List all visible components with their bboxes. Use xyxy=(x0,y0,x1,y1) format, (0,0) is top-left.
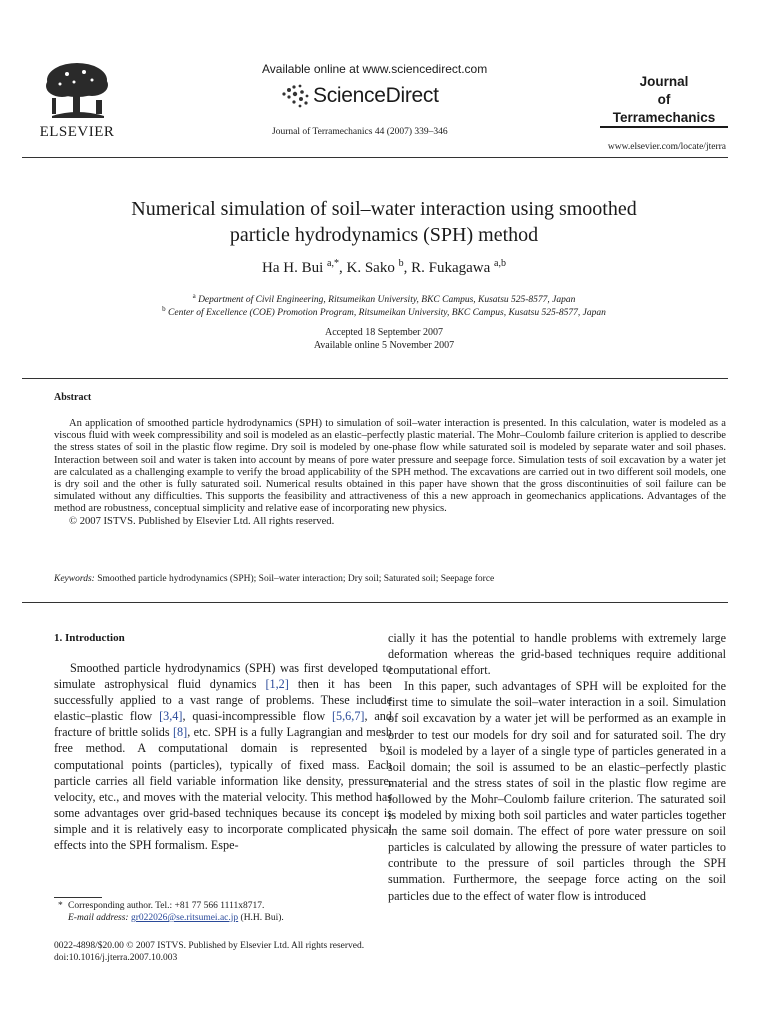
sciencedirect-wordmark: ScienceDirect xyxy=(313,84,439,107)
article-title xyxy=(30,196,738,248)
text-run: , quasi-incompressible flow xyxy=(182,709,332,724)
paragraph xyxy=(54,660,392,853)
footnote-divider xyxy=(54,897,102,898)
text-run: , and fracture of brittle solids xyxy=(54,709,392,740)
title-line: particle hydrodynamics (SPH) method xyxy=(229,224,539,246)
text-run: , etc. SPH is a fully Lagrangian and mesh free method. A computational domain is represented by computational points (particles), typically of fixed mass. Each particle carries all field variable information like density, pressure, velocity, etc., and moves with the material velocity. This method has some advantages over grid-based techniques because its concept is simple and it is relatively easy to incorporate complicated physical effects into the SPH formalism. Espe- xyxy=(54,725,393,853)
citation-link[interactable]: [3,4] xyxy=(159,709,183,724)
affiliation-mark: a xyxy=(192,292,196,300)
body-column-left xyxy=(54,660,392,853)
keywords xyxy=(54,574,726,584)
keywords-list: Smoothed particle hydrodynamics (SPH); Soil–water interaction; Dry soil; Saturated soil; Seepage force xyxy=(97,574,495,584)
email-link[interactable]: gr022026@se.ritsumei.ac.jp xyxy=(130,913,239,923)
author-affiliation-mark: a,b xyxy=(494,258,506,269)
section-heading: 1. Introduction xyxy=(54,632,125,644)
keywords-label: Keywords: xyxy=(54,574,95,584)
author-list: Ha H. Bui $^{a,*}$, K. Sako $^b$, R. Fukagawa $^{a,b}$ xyxy=(262,258,506,276)
abstract-body xyxy=(54,418,726,528)
paragraph: In this paper, such advantages of SPH will be exploited for the first time to simulate the soil–water interaction in a soil. Simulation of soil excavation by a water jet will be performed as an example in order to test our models for dry soil and for saturated soil. The dry soil is modeled by a layer of a single type of particles generated in a soil domain; the soil is assumed to be an elastic–perfectly plastic material and the stress states of soil in the plastic flow regime are followed by the Mohr–Coulomb failure criterion. The saturated soil is modeled by mixing both soil particles and water particles together in the same soil domain. The effect of pore water pressure on soil particles is calculated by allowing the pressure of water particles to contribute to the pressure of soil particles through the SPH summation. Furthermore, the seepage force acting on the soil particles due to the effect of water flow is introduced xyxy=(388,679,726,903)
journal-name-line: Terramechanics xyxy=(612,110,716,125)
author-affiliation-mark: a,* xyxy=(327,258,339,269)
author-name[interactable]: Ha H. Bui xyxy=(262,260,324,276)
journal-name-line: of xyxy=(657,92,671,107)
title-line: Numerical simulation of soil–water interaction using smoothed xyxy=(131,198,637,220)
email-suffix: (H.H. Bui). xyxy=(238,913,284,923)
abstract-divider-bottom xyxy=(22,602,728,603)
affiliation-text: Department of Civil Engineering, Ritsumeikan University, BKC Campus, Kusatsu 525-8577, Japan xyxy=(198,295,576,306)
issn-copyright: 0022-4898/$20.00 © 2007 ISTVS. Published by Elsevier Ltd. All rights reserved. xyxy=(54,941,365,951)
journal-name-box xyxy=(600,60,728,128)
abstract-heading: Abstract xyxy=(54,392,92,403)
abstract-copyright: © 2007 ISTVS. Published by Elsevier Ltd. All rights reserved. xyxy=(69,515,335,527)
author-name[interactable]: K. Sako xyxy=(346,260,395,276)
affiliation xyxy=(30,292,738,305)
publisher-name: ELSEVIER xyxy=(39,124,115,140)
citation-link[interactable]: [1,2] xyxy=(265,677,289,692)
author-affiliation-mark: b xyxy=(398,258,404,269)
affiliation xyxy=(30,305,738,318)
accepted-date: Accepted 18 September 2007 xyxy=(324,327,444,338)
abstract-divider-top xyxy=(22,378,728,379)
available-date: Available online 5 November 2007 xyxy=(313,340,455,351)
journal-name-line: Journal xyxy=(639,74,689,89)
article-dates xyxy=(30,326,738,352)
footnote-marker: * xyxy=(58,901,63,911)
text-run: Smoothed particle hydrodynamics (SPH) was first developed to simulate astrophysical fluid dynamics xyxy=(54,661,392,692)
doi[interactable]: doi:10.1016/j.jterra.2007.10.003 xyxy=(54,953,178,963)
available-online-text[interactable]: Available online at www.sciencedirect.com xyxy=(262,62,488,76)
abstract-text: An application of smoothed particle hydrodynamics (SPH) to simulation of soil–water interaction is presented. In this calculation, water is modeled as a viscous fluid with week compressibility and soil is modeled as an elastic–perfectly plastic material. The Mohr–Coulomb failure criterion is applied to describe the stress states of soil in the plastic flow regime. Dry soil is modeled by one-phase flow while saturated soil is modeled by separate water and soil phases. Interaction between soil and water is taken into account by means of pore water pressure and seepage force. Simulation tests of soil excavation by a water jet are calculated as a challenging example to verify the broad applicability of the SPH method. The excavations are carried out in two different soil models, one is dry soil and the other is fully saturated soil. Numerical results obtained in this paper have shown that the gross discontinuities of soil failure can be simulated without any difficulties. This supports the feasibility and attractiveness of this a new approach in geomechanics applications. Advantages of the method are robustness, conceptual simplicity and relative ease of incorporating new physics. xyxy=(54,418,726,515)
email-label: E-mail address: xyxy=(68,913,129,923)
journal-reference: Journal of Terramechanics 44 (2007) 339–346 xyxy=(272,127,448,137)
header-divider xyxy=(22,157,728,158)
footnote xyxy=(54,900,392,924)
citation-link[interactable]: [5,6,7] xyxy=(331,709,365,724)
text-run: then it has been successfully applied to a vast range of problems. These include elastic–plastic flow xyxy=(54,677,392,724)
affiliation-text: Center of Excellence (COE) Promotion Program, Ritsumeikan University, BKC Campus, Kusatsu 525-8577, Japan xyxy=(168,308,606,319)
affiliation-mark: b xyxy=(162,305,166,313)
citation-link[interactable]: [8] xyxy=(172,725,188,740)
page-footer xyxy=(54,940,364,964)
author-name[interactable]: R. Fukagawa xyxy=(411,260,491,276)
journal-url[interactable]: www.elsevier.com/locate/jterra xyxy=(607,142,726,152)
sciencedirect-dots-icon xyxy=(280,82,312,112)
corresponding-author-note: Corresponding author. Tel.: +81 77 566 1111x8717. xyxy=(68,901,265,911)
paragraph: cially it has the potential to handle problems with extremely large deformation whereas the grid-based techniques require additional computational effort. xyxy=(388,631,726,678)
body-column-right xyxy=(388,630,726,904)
